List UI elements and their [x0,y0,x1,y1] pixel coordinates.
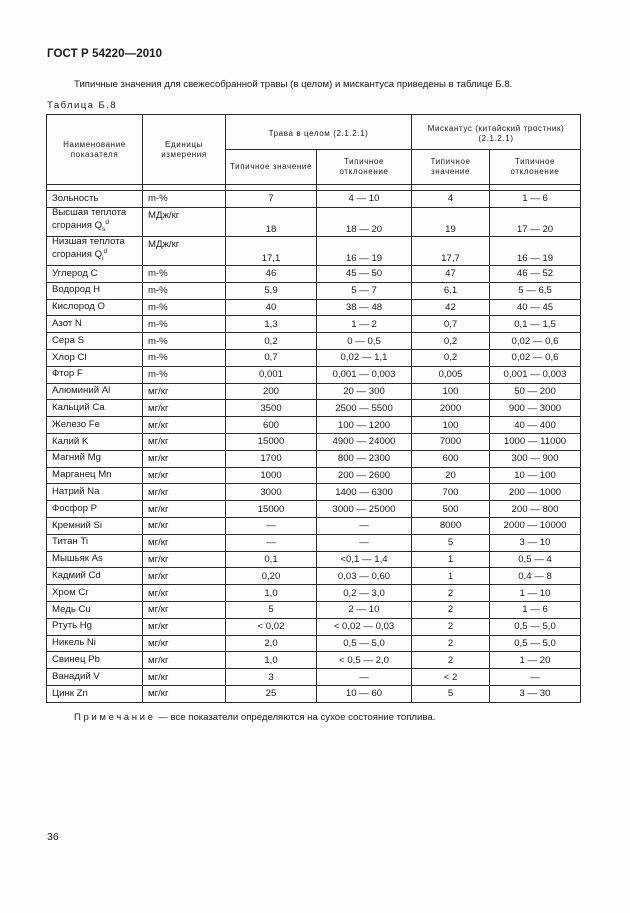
cell-grass-typical: 1700 [226,450,317,467]
table-row [47,652,581,669]
cell-grass-typical: — [226,517,317,534]
cell-grass-deviation: 20 — 300 [317,383,412,400]
table-row [47,669,581,686]
cell-grass-deviation: 16 — 19 [317,236,412,265]
data-table [46,114,581,703]
table-row [47,635,581,652]
table-row [47,517,581,534]
cell-miscanthus-typical: 2 [412,618,490,635]
cell-miscanthus-deviation: 40 — 45 [490,299,581,316]
cell-miscanthus-deviation: 1 — 20 [490,652,581,669]
cell-miscanthus-typical: 4 [412,191,490,208]
cell-miscanthus-typical: 7000 [412,433,490,450]
table-row [47,417,581,434]
cell-unit: мг/кг [143,467,226,484]
cell-miscanthus-deviation: 0,4 — 8 [490,568,581,585]
cell-grass-typical: < 0,02 [226,618,317,635]
cell-miscanthus-deviation: 2000 — 10000 [490,517,581,534]
cell-grass-deviation: 4 — 10 [317,191,412,208]
cell-unit: m-% [143,333,226,350]
cell-unit: мг/кг [143,484,226,501]
cell-miscanthus-deviation: 0,5 — 4 [490,551,581,568]
cell-miscanthus-typical: 47 [412,265,490,282]
cell-unit: МДж/кг [143,207,226,236]
cell-miscanthus-typical: 1 [412,551,490,568]
cell-grass-typical: 5,9 [226,282,317,299]
cell-miscanthus-typical: 500 [412,501,490,518]
cell-miscanthus-typical: 700 [412,484,490,501]
table-row [47,484,581,501]
cell-grass-deviation: 18 — 20 [317,207,412,236]
table-row [47,585,581,602]
cell-name: Цинк Zn [47,685,143,702]
cell-name: Калий K [47,433,143,450]
cell-grass-deviation: 800 — 2300 [317,450,412,467]
cell-grass-deviation: 38 — 48 [317,299,412,316]
cell-unit: m-% [143,349,226,366]
cell-unit: мг/кг [143,534,226,551]
cell-unit: мг/кг [143,517,226,534]
cell-unit: мг/кг [143,501,226,518]
cell-miscanthus-deviation: 900 — 3000 [490,400,581,417]
cell-miscanthus-typical: 0,005 [412,366,490,383]
cell-miscanthus-typical: 1 [412,568,490,585]
cell-grass-typical: 15000 [226,501,317,518]
cell-miscanthus-deviation: 3 — 10 [490,534,581,551]
page-number: 36 [47,831,59,843]
cell-name: Марганец Mn [47,467,143,484]
cell-miscanthus-typical: 2 [412,652,490,669]
cell-grass-deviation: 4900 — 24000 [317,433,412,450]
table-row [47,383,581,400]
cell-grass-typical: 40 [226,299,317,316]
table-note [74,712,435,723]
cell-grass-deviation: 1400 — 6300 [317,484,412,501]
cell-miscanthus-typical: 100 [412,383,490,400]
cell-grass-deviation: — [317,534,412,551]
cell-grass-typical: 3500 [226,400,317,417]
cell-miscanthus-deviation: 50 — 200 [490,383,581,400]
col-header-grass: Трава в целом (2.1.2.1) [226,115,412,150]
table-caption: Таблица Б.8 [47,100,117,111]
cell-miscanthus-typical: < 2 [412,669,490,686]
cell-grass-deviation: 0,2 — 3,0 [317,585,412,602]
cell-grass-deviation: 0,001 — 0,003 [317,366,412,383]
table-row [47,282,581,299]
table-row [47,450,581,467]
cell-unit: m-% [143,366,226,383]
cell-name: Никель Ni [47,635,143,652]
cell-miscanthus-typical: 42 [412,299,490,316]
cell-miscanthus-deviation: 0,5 — 5,0 [490,618,581,635]
cell-miscanthus-deviation: 1 — 6 [490,601,581,618]
cell-grass-deviation: 0,5 — 5,0 [317,635,412,652]
cell-miscanthus-typical: 2000 [412,400,490,417]
table-row [47,568,581,585]
cell-grass-typical: 46 [226,265,317,282]
cell-name: Водород H [47,282,143,299]
table-row [47,433,581,450]
cell-name: Кислород O [47,299,143,316]
cell-name: Фосфор P [47,501,143,518]
cell-miscanthus-typical: 0,7 [412,316,490,333]
col-header-unit: Единицы измерения [143,115,226,185]
cell-miscanthus-deviation: 10 — 100 [490,467,581,484]
cell-grass-typical: 0,2 [226,333,317,350]
cell-unit: мг/кг [143,685,226,702]
cell-miscanthus-deviation: 0,02 — 0,6 [490,349,581,366]
cell-unit: мг/кг [143,417,226,434]
cell-unit: мг/кг [143,551,226,568]
cell-name: Хлор Cl [47,349,143,366]
cell-miscanthus-deviation: 46 — 52 [490,265,581,282]
cell-grass-deviation: 0,03 — 0,60 [317,568,412,585]
cell-miscanthus-deviation: 1 — 6 [490,191,581,208]
cell-miscanthus-typical: 0,2 [412,333,490,350]
cell-name: Кремний Si [47,517,143,534]
col-header-grass-deviation: Типичное отклонение [317,150,412,185]
cell-grass-typical: 25 [226,685,317,702]
cell-unit: мг/кг [143,652,226,669]
cell-unit: мг/кг [143,669,226,686]
cell-grass-typical: 600 [226,417,317,434]
intro-paragraph: Типичные значения для свежесобранной травы (в целом) и мискантуса приведены в таблице Б.8. [74,79,513,90]
cell-miscanthus-deviation: 1000 — 11000 [490,433,581,450]
cell-grass-deviation: 200 — 2600 [317,467,412,484]
cell-grass-typical: 0,20 [226,568,317,585]
note-text: — все показатели определяются на сухое состояние топлива. [155,712,436,723]
cell-unit: мг/кг [143,618,226,635]
cell-unit: мг/кг [143,635,226,652]
col-header-miscanthus-deviation: Типичное отклонение [490,150,581,185]
cell-unit: m-% [143,299,226,316]
table-row [47,618,581,635]
cell-miscanthus-typical: 6,1 [412,282,490,299]
cell-name: Ртуть Hg [47,618,143,635]
col-header-grass-typical: Типичное значение [226,150,317,185]
cell-grass-typical: 0,7 [226,349,317,366]
cell-grass-deviation: — [317,517,412,534]
cell-grass-typical: 1,0 [226,585,317,602]
cell-name: Свинец Pb [47,652,143,669]
cell-miscanthus-deviation: 16 — 19 [490,236,581,265]
table-row [47,349,581,366]
table-row [47,191,581,208]
cell-grass-typical: 15000 [226,433,317,450]
cell-miscanthus-deviation: 40 — 400 [490,417,581,434]
cell-miscanthus-typical: 600 [412,450,490,467]
col-header-name: Наименование показателя [47,115,143,185]
cell-grass-typical: — [226,534,317,551]
cell-unit: МДж/кг [143,236,226,265]
cell-name: Зольность [47,191,143,208]
cell-grass-deviation: 100 — 1200 [317,417,412,434]
table-row [47,236,581,265]
cell-unit: m-% [143,282,226,299]
cell-name: Алюминий Al [47,383,143,400]
cell-name: Высшая теплота сгорания $Q_s^d$ [47,207,143,236]
cell-miscanthus-deviation: 17 — 20 [490,207,581,236]
table-body [47,191,581,703]
cell-unit: m-% [143,265,226,282]
cell-name: Хром Cr [47,585,143,602]
cell-grass-typical: 17,1 [226,236,317,265]
cell-grass-deviation: — [317,669,412,686]
cell-name: Фтор F [47,366,143,383]
cell-miscanthus-deviation: 0,5 — 5,0 [490,635,581,652]
cell-name: Ванадий V [47,669,143,686]
cell-name: Низшая теплота сгорания $Q_i^d$ [47,236,143,265]
table-row [47,467,581,484]
cell-miscanthus-typical: 19 [412,207,490,236]
cell-miscanthus-typical: 2 [412,585,490,602]
cell-grass-deviation: 5 — 7 [317,282,412,299]
table-row [47,501,581,518]
table-row [47,400,581,417]
cell-grass-typical: 1,0 [226,652,317,669]
cell-grass-deviation: 3000 — 25000 [317,501,412,518]
cell-name: Титан Ti [47,534,143,551]
table-row [47,685,581,702]
cell-grass-typical: 5 [226,601,317,618]
table-row [47,601,581,618]
cell-unit: m-% [143,316,226,333]
cell-miscanthus-deviation: 200 — 800 [490,501,581,518]
cell-grass-deviation: 1 — 2 [317,316,412,333]
cell-unit: мг/кг [143,383,226,400]
cell-grass-deviation: 10 — 60 [317,685,412,702]
cell-miscanthus-deviation: 0,001 — 0,003 [490,366,581,383]
cell-grass-typical: 1,3 [226,316,317,333]
cell-name: Магний Mg [47,450,143,467]
cell-miscanthus-deviation: 5 — 6,5 [490,282,581,299]
table-row [47,299,581,316]
cell-miscanthus-deviation: — [490,669,581,686]
cell-grass-typical: 18 [226,207,317,236]
cell-grass-typical: 0,1 [226,551,317,568]
cell-unit: m-% [143,191,226,208]
cell-name: Углерод C [47,265,143,282]
cell-miscanthus-typical: 5 [412,534,490,551]
cell-name: Мышьяк As [47,551,143,568]
cell-miscanthus-typical: 2 [412,635,490,652]
cell-grass-deviation: < 0,02 — 0,03 [317,618,412,635]
cell-grass-typical: 1000 [226,467,317,484]
cell-unit: мг/кг [143,601,226,618]
cell-name: Азот N [47,316,143,333]
cell-unit: мг/кг [143,568,226,585]
cell-miscanthus-typical: 100 [412,417,490,434]
cell-grass-typical: 0,001 [226,366,317,383]
table-row [47,316,581,333]
cell-grass-deviation: < 0,5 — 2,0 [317,652,412,669]
cell-unit: мг/кг [143,433,226,450]
cell-unit: мг/кг [143,450,226,467]
cell-unit: мг/кг [143,585,226,602]
cell-name: Сера S [47,333,143,350]
cell-grass-typical: 3000 [226,484,317,501]
cell-grass-typical: 7 [226,191,317,208]
note-label: Примечание [74,712,156,723]
cell-miscanthus-typical: 17,7 [412,236,490,265]
cell-grass-deviation: 0 — 0,5 [317,333,412,350]
cell-unit: мг/кг [143,400,226,417]
table-row [47,534,581,551]
table-row [47,366,581,383]
cell-name: Железо Fe [47,417,143,434]
cell-miscanthus-typical: 0,2 [412,349,490,366]
table-row [47,207,581,236]
cell-name: Кальций Ca [47,400,143,417]
cell-grass-deviation: 2500 — 5500 [317,400,412,417]
cell-miscanthus-deviation: 1 — 10 [490,585,581,602]
cell-grass-deviation: <0,1 — 1,4 [317,551,412,568]
cell-grass-typical: 3 [226,669,317,686]
cell-grass-deviation: 2 — 10 [317,601,412,618]
cell-miscanthus-typical: 5 [412,685,490,702]
cell-grass-deviation: 45 — 50 [317,265,412,282]
cell-grass-typical: 2,0 [226,635,317,652]
cell-miscanthus-deviation: 3 — 30 [490,685,581,702]
cell-name: Кадмий Cd [47,568,143,585]
table-row [47,333,581,350]
cell-grass-deviation: 0,02 — 1,1 [317,349,412,366]
cell-miscanthus-typical: 2 [412,601,490,618]
cell-name: Медь Cu [47,601,143,618]
cell-grass-typical: 200 [226,383,317,400]
table-row [47,265,581,282]
col-header-miscanthus-typical: Типичное значение [412,150,490,185]
table-row [47,551,581,568]
cell-miscanthus-deviation: 300 — 900 [490,450,581,467]
cell-miscanthus-typical: 20 [412,467,490,484]
cell-miscanthus-deviation: 0,02 — 0,6 [490,333,581,350]
col-header-miscanthus: Мискантус (китайский тростник) (2.1.2.1) [412,115,581,150]
cell-miscanthus-deviation: 200 — 1000 [490,484,581,501]
cell-name: Натрий Na [47,484,143,501]
document-header: ГОСТ Р 54220—2010 [47,48,163,60]
cell-miscanthus-typical: 8000 [412,517,490,534]
cell-miscanthus-deviation: 0,1 — 1,5 [490,316,581,333]
